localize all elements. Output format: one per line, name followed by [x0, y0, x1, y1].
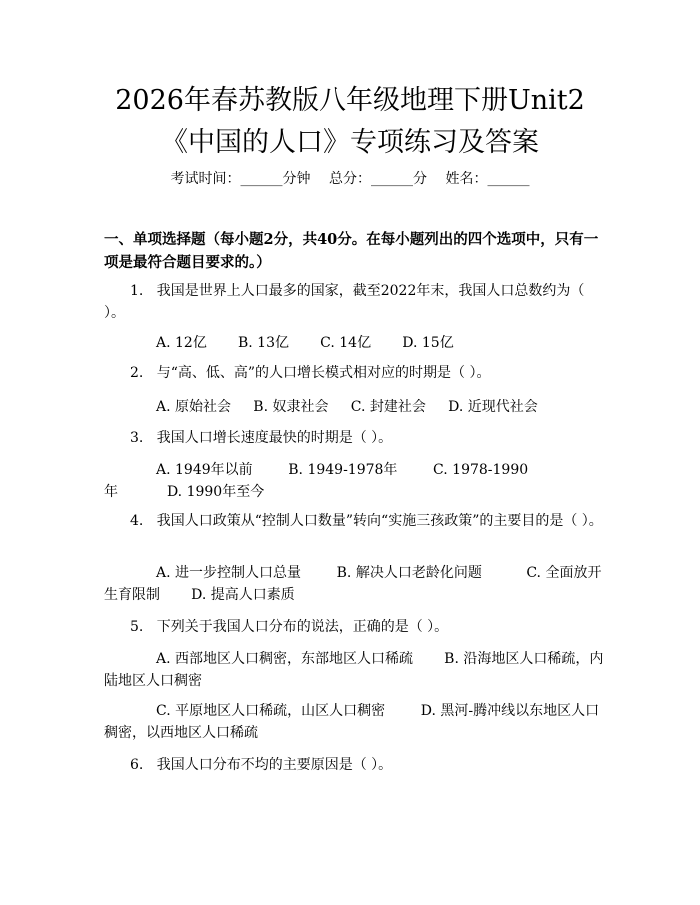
question-3: [104, 427, 604, 449]
option-a: A. 1949年以前: [156, 462, 253, 478]
option-b: B. 沿海地区人口稀疏，内陆地区人口稠密: [104, 651, 604, 689]
question-text: 下列关于我国人口分布的说法，正确的是（ ）。: [156, 619, 449, 635]
option-c: C. 封建社会: [350, 399, 426, 415]
section-heading: 一、单项选择题（每小题2分，共40分。在每小题列出的四个选项中，只有一项是最符合题目要求的。）: [104, 231, 599, 271]
option-b: B. 1949-1978年: [288, 462, 398, 478]
exam-info: [0, 168, 700, 188]
question-4: [104, 510, 604, 532]
option-d: D. 提高人口素质: [191, 587, 295, 603]
option-c: C. 14亿: [320, 335, 372, 351]
question-number: 4.: [130, 513, 144, 529]
option-c: C. 全面放开生育限制: [104, 565, 602, 603]
option-d: D. 近现代社会: [448, 399, 538, 415]
option-a: A. 西部地区人口稠密，东部地区人口稀疏: [156, 651, 414, 667]
exam-score-field: 总分：______分: [329, 171, 427, 187]
question-5-options-cd: [104, 700, 604, 744]
question-3-options: [104, 459, 604, 503]
question-1-options: [104, 332, 604, 354]
question-number: 1.: [130, 283, 144, 299]
question-number: 2.: [130, 365, 144, 381]
option-b: B. 解决人口老龄化问题: [336, 565, 482, 581]
question-1: [104, 280, 604, 324]
question-5: [104, 616, 604, 638]
exam-time-field: 考试时间：______分钟: [170, 171, 311, 187]
option-b: B. 13亿: [237, 335, 289, 351]
option-a: A. 原始社会: [156, 399, 232, 415]
question-text: 我国是世界上人口最多的国家，截至2022年末，我国人口总数约为（ ）。: [104, 283, 585, 321]
question-text: 与“高、低、高”的人口增长模式相对应的时期是（ ）。: [156, 365, 491, 381]
option-b: B. 奴隶社会: [253, 399, 329, 415]
question-2-options: [104, 396, 604, 418]
question-number: 5.: [130, 619, 144, 635]
question-text: 我国人口分布不均的主要原因是（ ）。: [156, 757, 393, 773]
question-number: 3.: [130, 430, 144, 446]
question-4-options: [104, 562, 604, 606]
option-d: D. 黑河-腾冲线以东地区人口稠密，以西地区人口稀疏: [104, 703, 600, 741]
option-a: A. 进一步控制人口总量: [156, 565, 302, 581]
question-text: 我国人口增长速度最快的时期是（ ）。: [156, 430, 393, 446]
document-title: 2026年春苏教版八年级地理下册Unit2《中国的人口》专项练习及答案: [115, 85, 585, 158]
option-d: D. 15亿: [402, 335, 454, 351]
question-2: [104, 362, 604, 384]
question-5-options-ab: [104, 648, 604, 692]
question-number: 6.: [130, 757, 144, 773]
option-c: C. 1978-1990年: [104, 462, 529, 500]
question-6: [104, 754, 604, 776]
option-c: C. 平原地区人口稀疏，山区人口稠密: [156, 703, 386, 719]
exam-name-field: 姓名：______: [445, 171, 530, 187]
question-text: 我国人口政策从“控制人口数量”转向“实施三孩政策”的主要目的是（ ）。: [156, 513, 603, 529]
option-a: A. 12亿: [156, 335, 207, 351]
option-d: D. 1990年至今: [166, 484, 265, 500]
